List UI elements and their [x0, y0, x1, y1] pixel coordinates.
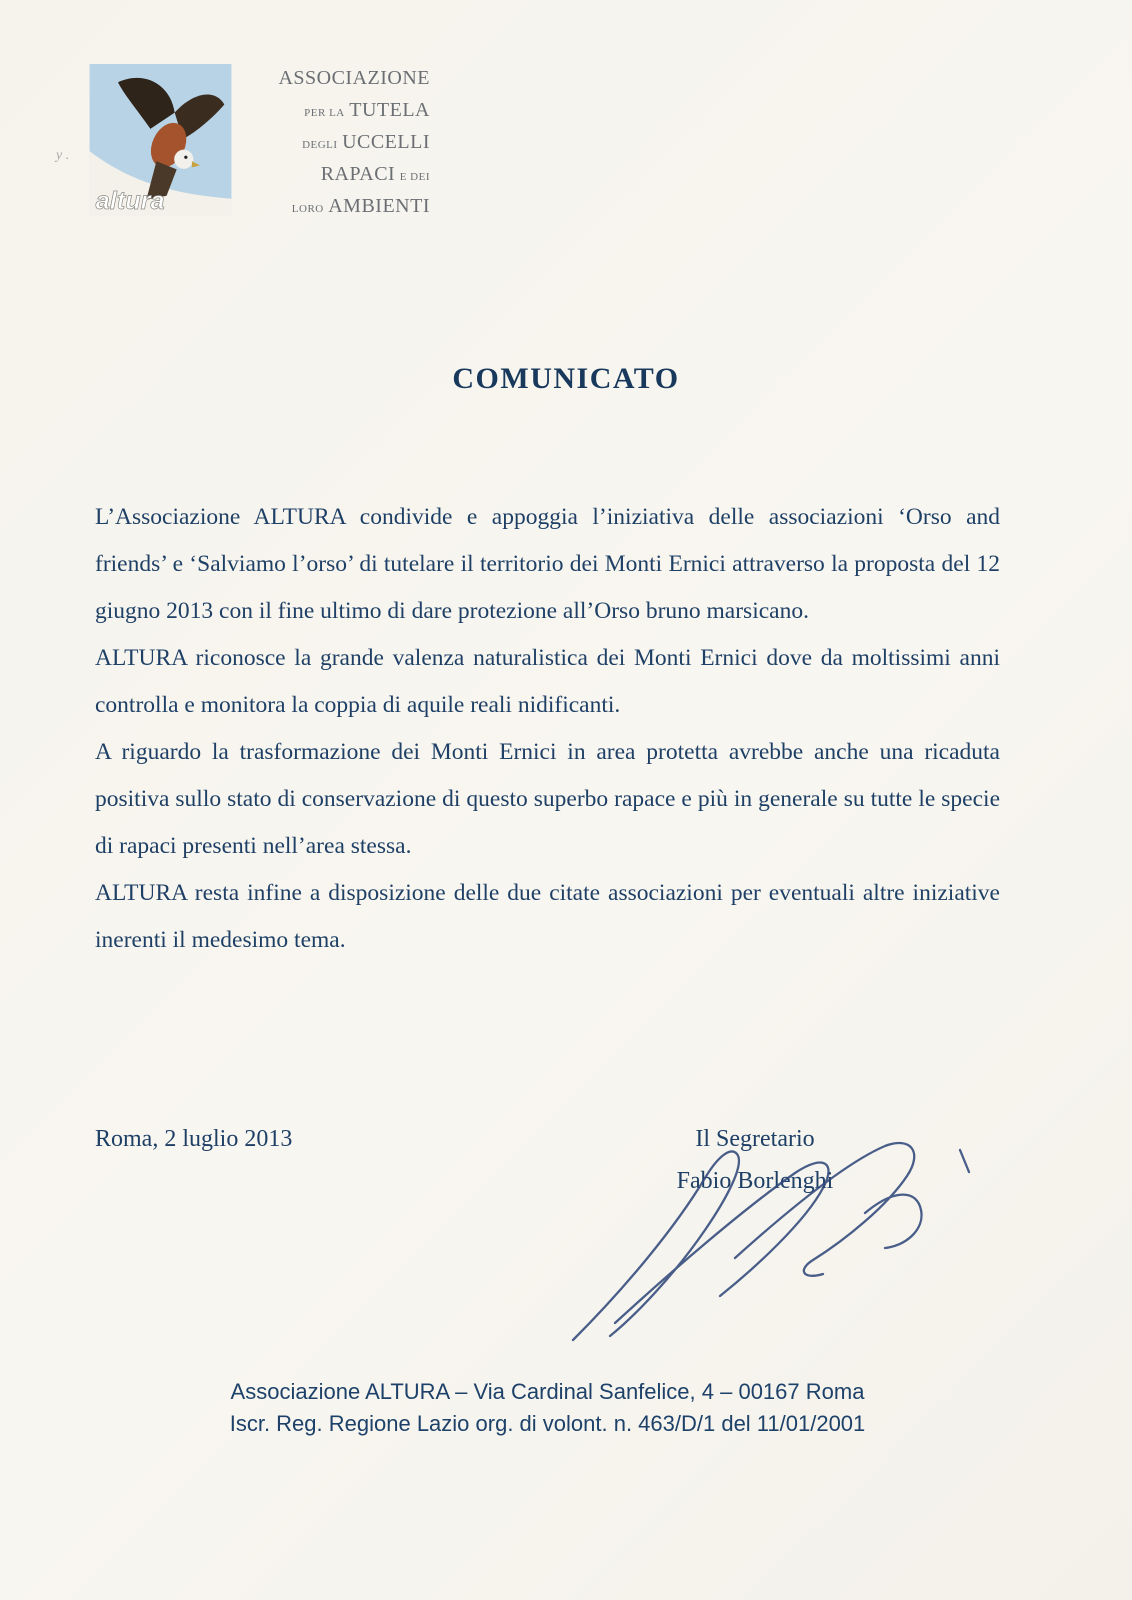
org-line: [200, 96, 430, 128]
scan-artifact-mark: y .: [56, 148, 70, 163]
org-line-large: ASSOCIAZIONE: [278, 67, 430, 89]
body-paragraph: ALTURA resta infine a disposizione delle due citate associazioni per eventuali altre iniziative inerenti il medesimo tema.: [95, 880, 1000, 953]
date-place-line: Roma, 2 luglio 2013: [95, 1126, 293, 1152]
bird-eye: [184, 156, 187, 159]
org-line: [200, 192, 430, 224]
document-title: COMUNICATO: [452, 362, 680, 395]
org-line: [200, 160, 430, 192]
signer-role: Il Segretario: [695, 1126, 815, 1152]
letterhead-footer: [95, 1376, 1000, 1440]
org-line: [200, 128, 430, 160]
body-paragraph: A riguardo la trasformazione dei Monti Ernici in area protetta avrebbe anche una ricaduta positiva sullo stato di conservazione di questo superbo rapace e più in generale su tutte le specie di rapaci presenti nell’area stessa.: [95, 739, 1000, 859]
association-name-text: [200, 64, 430, 224]
org-line-large: UCCELLI: [342, 131, 430, 153]
letter-body: [95, 494, 1000, 964]
bird-head: [174, 150, 193, 169]
signature-block: [640, 1122, 870, 1206]
signer-name: Fabio Borlenghi: [676, 1168, 834, 1194]
org-line-large: RAPACI: [320, 163, 396, 185]
org-line-large: AMBIENTI: [328, 195, 430, 217]
footer-address-line: Associazione ALTURA – Via Cardinal Sanfelice, 4 – 00167 Roma: [230, 1379, 865, 1404]
org-line-small: E DEI: [399, 171, 430, 183]
association-logo: [88, 62, 430, 220]
footer-registration-line: Iscr. Reg. Regione Lazio org. di volont. n. 463/D/1 del 11/01/2001: [229, 1411, 866, 1436]
org-line-small: LORO: [291, 203, 324, 215]
brand-wordmark: altura: [95, 186, 165, 215]
org-line: [200, 64, 430, 96]
org-line-small: DEGLI: [302, 139, 338, 151]
body-paragraph: L’Associazione ALTURA condivide e appoggia l’iniziativa delle associazioni ‘Orso and friends’ e ‘Salviamo l’orso’ di tutelare il territorio dei Monti Ernici attraverso la proposta del 12 giugno 2013 con il fine ultimo di dare protezione all’Orso bruno marsicano.: [95, 504, 1000, 624]
org-line-large: TUTELA: [349, 99, 430, 121]
body-paragraph: ALTURA riconosce la grande valenza naturalistica dei Monti Ernici dove da moltissimi anni controlla e monitora la coppia di aquile reali nidificanti.: [95, 645, 1000, 718]
org-line-small: PER LA: [304, 107, 345, 119]
